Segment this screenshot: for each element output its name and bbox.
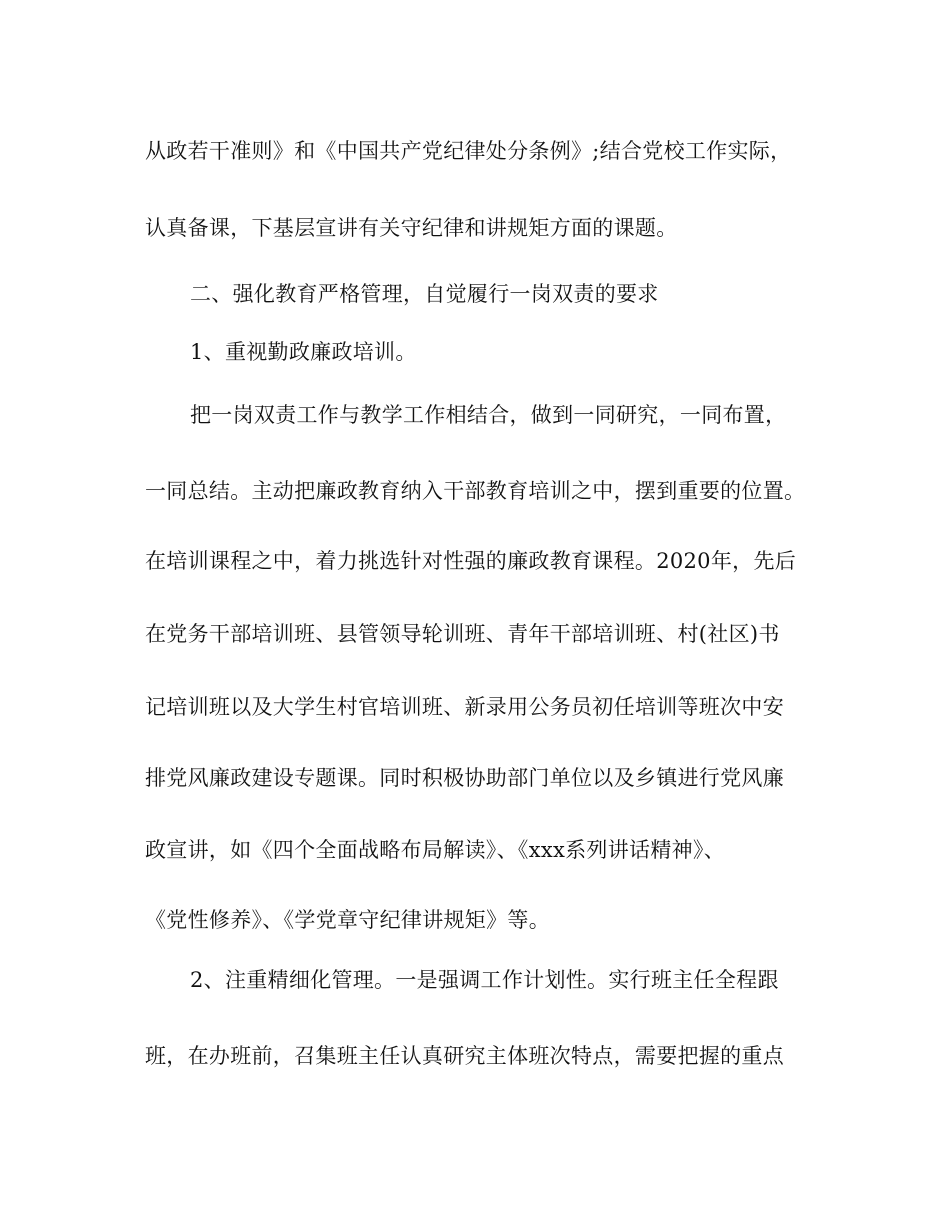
paragraph-line: 记培训班以及大学生村官培训班、新录用公务员初任培训等班次中安 [145,695,784,719]
paragraph-line: 班，在办班前，召集班主任认真研究主体班次特点，需要把握的重点 [145,1044,784,1068]
section-heading: 二、强化教育严格管理，自觉履行一岗双责的要求 [190,282,659,306]
paragraph-line: 排党风廉政建设专题课。同时积极协助部门单位以及乡镇进行党风廉 [145,766,784,790]
paragraph-line: 一同总结。主动把廉政教育纳入干部教育培训之中，摆到重要的位置。 [145,479,806,503]
subsection-heading: 1、重视勤政廉政培训。 [190,340,417,364]
text-line: 认真备课，下基层宣讲有关守纪律和讲规矩方面的课题。 [145,216,678,240]
text-line: 从政若干准则》和《中国共产党纪律处分条例》;结合党校工作实际， [145,139,792,163]
subsection-heading: 2、注重精细化管理。一是强调工作计划性。实行班主任全程跟 [190,968,779,992]
paragraph-line: 在培训课程之中，着力挑选针对性强的廉政教育课程。2020年，先后 [145,549,797,573]
paragraph-line: 把一岗双责工作与教学工作相结合，做到一同研究，一同布置， [190,403,787,427]
paragraph-line: 在党务干部培训班、县管领导轮训班、青年干部培训班、村(社区)书 [145,622,780,646]
paragraph-line: 《党性修养》、《学党章守纪律讲规矩》等。 [145,908,550,932]
paragraph-line: 政宣讲，如《四个全面战略布局解读》、《xxx系列讲话精神》、 [145,838,726,862]
